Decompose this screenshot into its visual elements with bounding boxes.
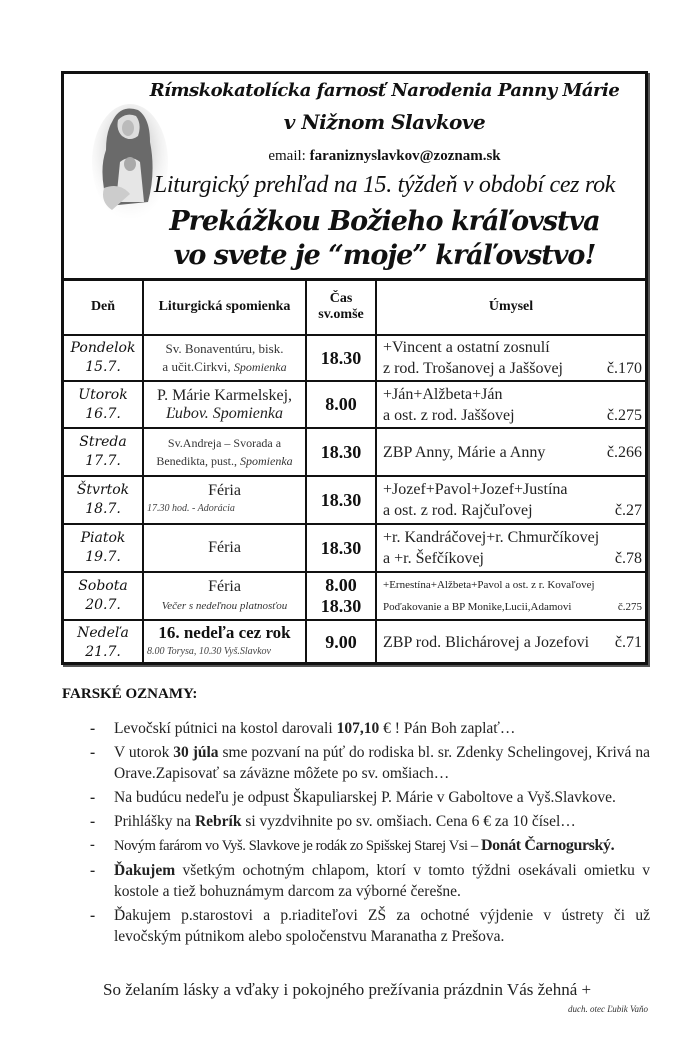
table-row (64, 620, 645, 664)
parish-name: Rímskokatolícka farnosť Narodenia Panny Márie (149, 80, 620, 101)
day-cell (64, 620, 143, 664)
table-row (64, 428, 645, 476)
time-cell (306, 572, 376, 620)
day-cell (64, 335, 143, 381)
intention-cell (376, 572, 645, 620)
email-label: email: (268, 148, 306, 164)
memorial-cell (143, 428, 306, 476)
header-time-line1: Čas (329, 291, 353, 306)
day-date: 17.7. (85, 453, 121, 469)
time-cell: 18.30 (306, 428, 376, 476)
memorial-cell (143, 524, 306, 572)
intention-cell (376, 476, 645, 524)
table-row (64, 524, 645, 572)
announcement-text: si vyzdvihnite po sv. omšiach. Cena 6 € za 10 čísel… (241, 813, 576, 830)
day-cell (64, 381, 143, 428)
header-day: Deň (64, 280, 143, 335)
email-line (124, 148, 645, 165)
announcement-item (90, 742, 650, 784)
parish-location: v Nižnom Slavkove (283, 110, 486, 134)
signature: duch. otec Ľubik Vaňo (568, 1004, 648, 1014)
time-cell: 8.00 (306, 381, 376, 428)
announcement-emphasis: 107,10 (336, 720, 380, 737)
mass-schedule-table (64, 280, 645, 664)
day-name: Utorok (78, 386, 128, 403)
intention-cell (376, 428, 645, 476)
day-date: 19.7. (85, 549, 121, 565)
announcement-emphasis: Rebrík (194, 813, 242, 830)
announcement-text: Prihlášky na (114, 813, 195, 830)
intention-text: +Ernestína+Alžbeta+Pavol a ost. z r. Kovaľovej (383, 579, 595, 591)
day-date: 21.7. (85, 643, 121, 660)
memorial-cell (143, 476, 306, 524)
day-cell (64, 524, 143, 572)
announcement-text: € ! Pán Boh zaplať… (379, 720, 516, 737)
time-value: 8.00 (325, 575, 357, 595)
memorial-note: 17.30 hod. - Adorácia (147, 503, 235, 514)
day-cell (64, 476, 143, 524)
memorial-text: Féria (208, 577, 241, 595)
announcement-item (90, 835, 650, 857)
announcement-text: Levočskí pútnici na kostol darovali (114, 720, 337, 737)
intention-cell (376, 620, 645, 664)
intention-text: +Jozef+Pavol+Jozef+Justína (383, 481, 568, 498)
intention-text: z rod. Trošanovej a Jaššovej (383, 360, 563, 377)
intention-cell (376, 381, 645, 428)
announcement-emphasis: Ďakujem (114, 862, 176, 879)
intention-number: č.27 (614, 502, 642, 519)
motto-line-1: Prekážkou Božieho kráľovstva (169, 206, 600, 237)
memorial-cell (143, 381, 306, 428)
intention-text: a ost. z rod. Rajčuľovej (383, 502, 533, 519)
memorial-cell (143, 620, 306, 664)
announcement-text: sme pozvaní na púť do rodiska bl. sr. Zdenky Schelingovej, Krivá na Orave.Zapisovať sa záväzne môžete po sv. omšiach… (114, 744, 650, 782)
header-time (306, 280, 376, 335)
intention-text: Poďakovanie a BP Monike,Lucii,Adamovi (383, 601, 572, 613)
table-header-row (64, 280, 645, 335)
intention-number: č.275 (617, 601, 642, 613)
day-cell (64, 572, 143, 620)
memorial-text: Benedikta, pust., (156, 454, 240, 468)
announcement-item (90, 718, 650, 739)
intention-text: a +r. Šefčíkovej (383, 550, 484, 567)
announcements-list (90, 718, 650, 950)
announcement-text: V utorok (114, 744, 174, 761)
announcement-text: Ďakujem p.starostovi a p.riaditeľovi ZŠ za ochotné výjdenie v ústrety či už levočským pútnikom alebo spoločenstvu Maranatha z Prešova. (114, 907, 650, 945)
intention-text: +Vincent a ostatní zosnulí (383, 339, 550, 356)
table-row (64, 381, 645, 428)
memorial-text: a učit.Cirkvi, (162, 359, 234, 374)
intention-text: a ost. z rod. Jaššovej (383, 406, 515, 424)
table-row (64, 335, 645, 381)
announcement-item (90, 787, 650, 808)
memorial-text: Sv. Bonaventúru, bisk. (165, 341, 284, 356)
intention-number: č.275 (606, 406, 642, 424)
intention-number: č.78 (614, 550, 642, 567)
day-date: 20.7. (85, 597, 121, 613)
intention-text: +Ján+Alžbeta+Ján (383, 385, 503, 403)
bulletin-header (64, 74, 645, 281)
closing-blessing: So želaním lásky a vďaky i pokojného prežívania prázdnin Vás žehná + (103, 980, 592, 999)
memorial-text: Sv.Andreja – Svorada a (167, 436, 282, 450)
announcement-emphasis: 30 júla (173, 744, 219, 761)
memorial-note: 8.00 Torysa, 10.30 Vyš.Slavkov (147, 646, 271, 657)
day-date: 18.7. (85, 501, 121, 517)
header-time-line2: sv.omše (318, 307, 364, 322)
time-value: 18.30 (320, 596, 362, 616)
memorial-cell (143, 572, 306, 620)
time-cell: 18.30 (306, 524, 376, 572)
memorial-rank: Spomienka (240, 454, 293, 468)
intention-cell (376, 524, 645, 572)
announcement-item (90, 905, 650, 947)
schedule-frame (61, 71, 648, 665)
memorial-note: Večer s nedeľnou platnosťou (161, 599, 288, 612)
memorial-rank: Ľubov. Spomienka (165, 404, 283, 422)
time-cell: 18.30 (306, 476, 376, 524)
day-name: Štvrtok (76, 482, 130, 498)
memorial-rank: Spomienka (233, 360, 287, 374)
day-name: Nedeľa (77, 624, 129, 641)
announcement-text: všetkým ochotným chlapom, ktorí v tomto týždni osekávali omietku v kostole a tiež bohuznámym darcom za výborné čerešne. (114, 862, 650, 900)
sunday-title: 16. nedeľa cez rok (158, 623, 291, 642)
day-name: Streda (79, 434, 127, 450)
intention-cell (376, 335, 645, 381)
email-address[interactable]: faraniznyslavkov@zoznam.sk (309, 148, 501, 164)
intention-text: ZBP Anny, Márie a Anny (383, 443, 546, 461)
intention-number: č.71 (614, 634, 642, 651)
announcement-item (90, 860, 650, 902)
intention-text: +r. Kandráčovej+r. Chmurčíkovej (383, 529, 600, 546)
day-date: 15.7. (85, 359, 121, 375)
memorial-cell (143, 335, 306, 381)
day-date: 16.7. (85, 405, 121, 422)
announcement-emphasis: Donát Čarnogurský. (480, 837, 615, 854)
announcement-text: Novým farárom vo Vyš. Slavkove je rodák zo Spišskej Starej Vsi – (114, 838, 481, 854)
intention-number: č.266 (606, 443, 642, 461)
day-name: Sobota (78, 578, 128, 594)
intention-number: č.170 (606, 360, 642, 377)
day-cell (64, 428, 143, 476)
liturgical-title: Liturgický prehľad na 15. týždeň v období cez rok (153, 172, 616, 198)
memorial-text: Féria (208, 482, 241, 499)
motto-line-2: vo svete je “moje” kráľovstvo! (173, 240, 596, 271)
memorial-text: P. Márie Karmelskej, (156, 386, 293, 404)
table-row (64, 476, 645, 524)
time-cell: 18.30 (306, 335, 376, 381)
day-name: Pondelok (70, 340, 136, 356)
intention-text: ZBP rod. Blichárovej a Jozefovi (383, 634, 590, 651)
header-memorial: Liturgická spomienka (143, 280, 306, 335)
day-name: Piatok (80, 530, 126, 546)
header-intention: Úmysel (376, 280, 645, 335)
announcement-text: Na budúcu nedeľu je odpust Škapuliarskej P. Márie v Gaboltove a Vyš.Slavkove. (114, 789, 616, 806)
announcements-title: FARSKÉ OZNAMY: (62, 686, 198, 702)
time-cell: 9.00 (306, 620, 376, 664)
table-row (64, 572, 645, 620)
announcement-item (90, 811, 650, 832)
memorial-text: Féria (208, 539, 241, 556)
